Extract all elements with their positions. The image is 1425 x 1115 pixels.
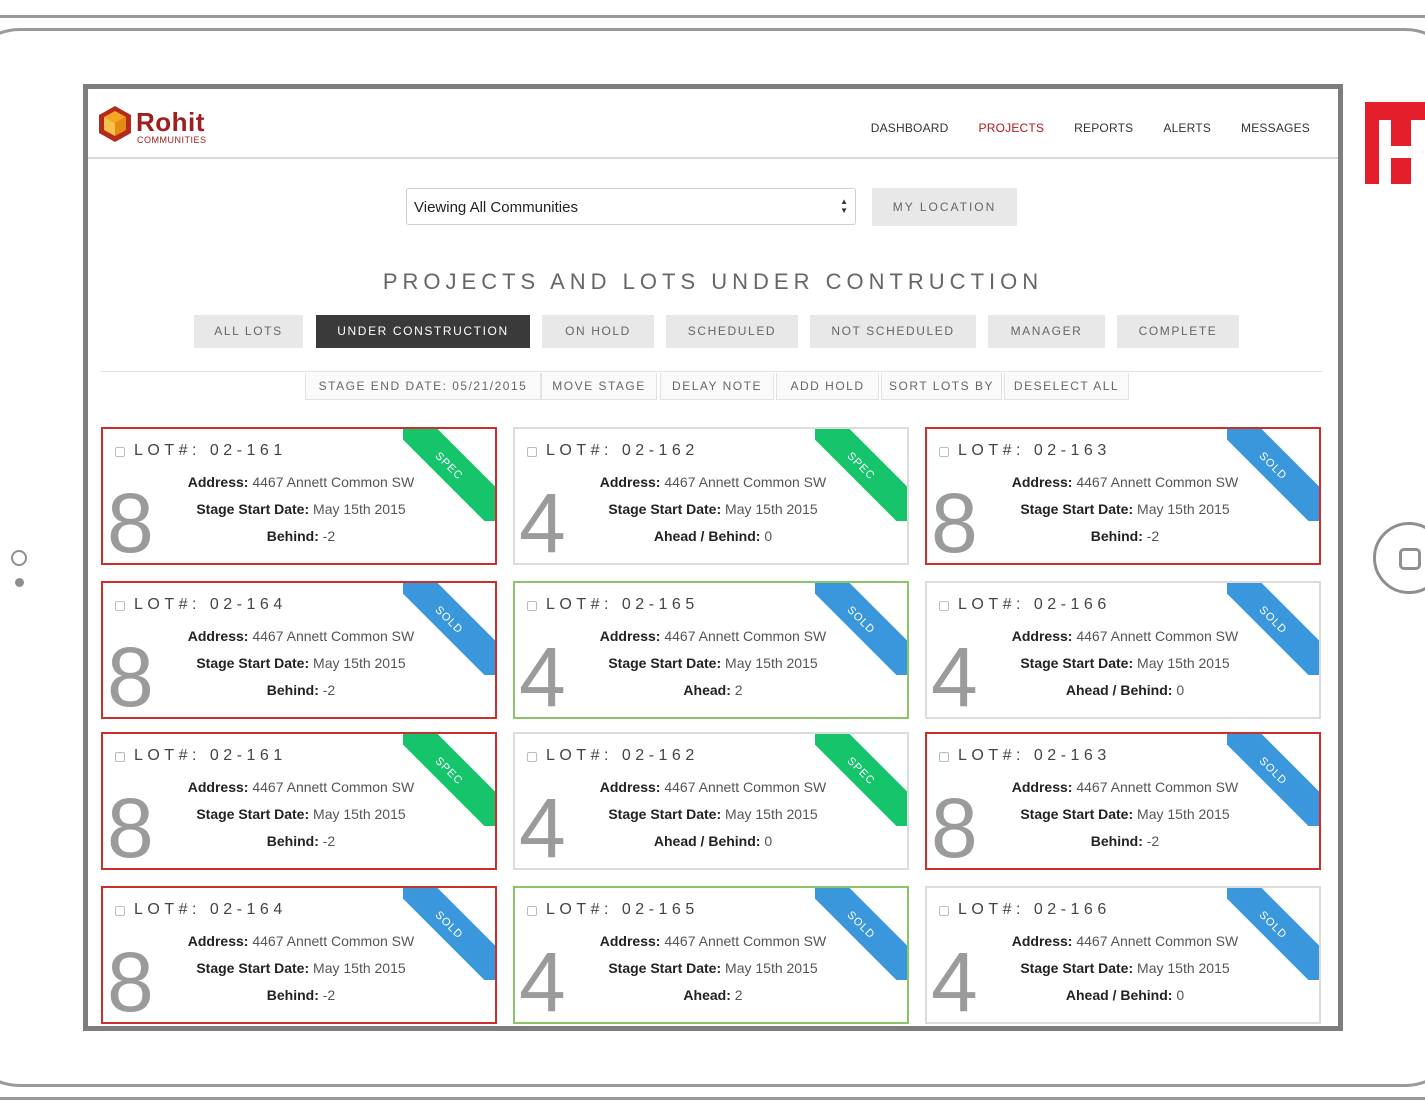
delta-value: 0: [764, 833, 773, 849]
address-label: Address:: [1011, 628, 1073, 644]
lot-stage-number: 4: [931, 630, 978, 719]
lot-stage-start: [515, 655, 909, 671]
delta-value: 2: [734, 987, 743, 1003]
brand-name: Rohit: [136, 107, 205, 137]
nav-projects[interactable]: PROJECTS: [978, 121, 1045, 135]
address-label: Address:: [1011, 474, 1073, 490]
address-label: Address:: [187, 779, 249, 795]
lot-number: LOT#: 02-161: [134, 442, 287, 459]
address-label: Address:: [187, 628, 249, 644]
lot-number: LOT#: 02-164: [134, 596, 287, 613]
section-divider: [100, 371, 1322, 372]
address-label: Address:: [599, 628, 661, 644]
stage-start-label: Stage Start Date:: [196, 501, 310, 517]
lot-address: [927, 628, 1321, 644]
address-value: 4467 Annett Common SW: [1076, 628, 1239, 644]
lot-schedule-delta: [927, 987, 1321, 1003]
lot-number: LOT#: 02-166: [958, 596, 1111, 613]
lot-schedule-delta: [515, 833, 909, 849]
address-value: 4467 Annett Common SW: [1076, 779, 1239, 795]
cube-logo-icon: [98, 105, 132, 143]
delta-label: Ahead / Behind:: [1065, 987, 1173, 1003]
address-value: 4467 Annett Common SW: [664, 628, 827, 644]
stage-start-value: May 15th 2015: [725, 655, 818, 671]
lot-address: [515, 933, 909, 949]
lot-card[interactable]: [925, 427, 1321, 565]
lot-address: [927, 779, 1321, 795]
lot-stage-number: 8: [931, 781, 978, 870]
lot-card[interactable]: [925, 732, 1321, 870]
add-hold-button[interactable]: ADD HOLD: [776, 373, 879, 400]
lot-tag-label: SOLD: [1256, 755, 1290, 788]
stage-end-date-button[interactable]: STAGE END DATE: 05/21/2015: [305, 373, 541, 400]
delta-label: Behind:: [266, 833, 319, 849]
lot-tag-label: SOLD: [432, 604, 466, 637]
camera-icon: [11, 550, 27, 566]
lot-stage-number: 8: [107, 630, 154, 719]
stage-start-label: Stage Start Date:: [608, 960, 722, 976]
move-stage-button[interactable]: MOVE STAGE: [541, 373, 657, 400]
stage-start-value: May 15th 2015: [313, 960, 406, 976]
address-label: Address:: [599, 779, 661, 795]
lot-card[interactable]: [101, 732, 497, 870]
lot-schedule-delta: [103, 528, 497, 544]
select-arrows-icon: ▲ ▼: [840, 197, 848, 215]
nav-alerts[interactable]: ALERTS: [1163, 121, 1212, 135]
address-value: 4467 Annett Common SW: [252, 933, 415, 949]
address-value: 4467 Annett Common SW: [664, 474, 827, 490]
lot-number: LOT#: 02-165: [546, 901, 699, 918]
stage-start-label: Stage Start Date:: [196, 655, 310, 671]
lot-stage-number: 8: [931, 476, 978, 565]
stage-start-value: May 15th 2015: [1137, 501, 1230, 517]
delta-value: 0: [1176, 987, 1185, 1003]
filter-on-hold[interactable]: ON HOLD: [542, 315, 654, 348]
delta-value: 0: [1176, 682, 1185, 698]
app-screen: [83, 84, 1343, 1031]
lot-number: LOT#: 02-163: [958, 442, 1111, 459]
lot-address: [103, 474, 497, 490]
delta-value: -2: [1146, 833, 1160, 849]
stage-start-value: May 15th 2015: [313, 501, 406, 517]
lot-stage-number: 8: [107, 781, 154, 870]
lot-stage-start: [515, 501, 909, 517]
delta-label: Behind:: [266, 528, 319, 544]
lot-stage-number: 4: [519, 781, 566, 870]
lot-number: LOT#: 02-162: [546, 442, 699, 459]
lot-select-checkbox[interactable]: [939, 752, 949, 762]
delta-label: Ahead / Behind:: [653, 528, 761, 544]
stage-start-label: Stage Start Date:: [1020, 960, 1134, 976]
stage-start-label: Stage Start Date:: [608, 806, 722, 822]
brand-subtitle: COMMUNITIES: [137, 135, 207, 145]
lot-tag-label: SPEC: [432, 755, 466, 788]
filter-under-construction[interactable]: UNDER CONSTRUCTION: [316, 315, 530, 348]
lot-stage-start: [927, 655, 1321, 671]
lot-address: [103, 933, 497, 949]
lot-number: LOT#: 02-165: [546, 596, 699, 613]
lot-tag-label: SOLD: [1256, 604, 1290, 637]
stage-start-value: May 15th 2015: [725, 960, 818, 976]
lot-select-checkbox[interactable]: [115, 906, 125, 916]
delta-value: -2: [322, 833, 336, 849]
lot-address: [515, 779, 909, 795]
my-location-button[interactable]: MY LOCATION: [872, 188, 1017, 226]
lot-address: [927, 933, 1321, 949]
stage-start-label: Stage Start Date:: [608, 501, 722, 517]
home-button[interactable]: [1373, 522, 1425, 594]
delta-label: Ahead / Behind:: [653, 833, 761, 849]
side-brand-logo: [1365, 102, 1425, 184]
nav-reports[interactable]: REPORTS: [1074, 121, 1134, 135]
device-frame-bottom: [0, 1097, 1425, 1100]
address-label: Address:: [187, 474, 249, 490]
stage-start-label: Stage Start Date:: [196, 960, 310, 976]
delay-note-button[interactable]: DELAY NOTE: [660, 373, 774, 400]
lot-card[interactable]: [513, 581, 909, 719]
delta-value: -2: [322, 682, 336, 698]
delta-value: -2: [322, 528, 336, 544]
top-navigation-bar: [88, 89, 1338, 159]
lot-card[interactable]: [513, 886, 909, 1024]
lot-card[interactable]: [101, 581, 497, 719]
lot-number: LOT#: 02-161: [134, 747, 287, 764]
stage-start-value: May 15th 2015: [725, 501, 818, 517]
stage-start-value: May 15th 2015: [313, 806, 406, 822]
stage-start-value: May 15th 2015: [725, 806, 818, 822]
lot-select-checkbox[interactable]: [115, 601, 125, 611]
community-select[interactable]: [406, 188, 856, 225]
lot-schedule-delta: [515, 682, 909, 698]
lot-tag-label: SOLD: [1256, 450, 1290, 483]
lot-card[interactable]: [101, 886, 497, 1024]
lot-tag-label: SPEC: [844, 450, 878, 483]
address-value: 4467 Annett Common SW: [664, 779, 827, 795]
lot-select-checkbox[interactable]: [115, 752, 125, 762]
delta-label: Behind:: [266, 682, 319, 698]
lot-select-checkbox[interactable]: [527, 906, 537, 916]
lot-stage-start: [103, 655, 497, 671]
sort-lots-button[interactable]: SORT LOTS BY: [881, 373, 1002, 400]
lot-card[interactable]: [925, 886, 1321, 1024]
address-value: 4467 Annett Common SW: [252, 474, 415, 490]
lot-address: [515, 628, 909, 644]
delta-label: Ahead:: [683, 682, 731, 698]
lot-schedule-delta: [927, 528, 1321, 544]
lot-select-checkbox[interactable]: [527, 601, 537, 611]
lot-schedule-delta: [103, 833, 497, 849]
lot-stage-start: [103, 501, 497, 517]
lot-tag-label: SPEC: [432, 450, 466, 483]
lot-stage-start: [927, 501, 1321, 517]
delta-label: Behind:: [1090, 528, 1143, 544]
lot-select-checkbox[interactable]: [939, 447, 949, 457]
lot-stage-start: [103, 960, 497, 976]
lot-select-checkbox[interactable]: [527, 752, 537, 762]
stage-start-value: May 15th 2015: [1137, 806, 1230, 822]
address-label: Address:: [599, 933, 661, 949]
address-label: Address:: [1011, 933, 1073, 949]
sensor-icon: [15, 578, 24, 587]
lot-select-checkbox[interactable]: [115, 447, 125, 457]
delta-value: 0: [764, 528, 773, 544]
lot-number: LOT#: 02-164: [134, 901, 287, 918]
lot-schedule-delta: [103, 682, 497, 698]
lot-stage-number: 8: [107, 476, 154, 565]
lot-number: LOT#: 02-166: [958, 901, 1111, 918]
stage-start-value: May 15th 2015: [313, 655, 406, 671]
lot-stage-number: 4: [519, 630, 566, 719]
lot-tag-label: SOLD: [844, 909, 878, 942]
address-value: 4467 Annett Common SW: [664, 933, 827, 949]
lot-schedule-delta: [927, 833, 1321, 849]
community-select-value: Viewing All Communities: [414, 199, 578, 216]
lot-address: [103, 779, 497, 795]
address-value: 4467 Annett Common SW: [252, 628, 415, 644]
lot-select-checkbox[interactable]: [939, 906, 949, 916]
filter-manager[interactable]: MANAGER: [988, 315, 1105, 348]
lot-card[interactable]: [101, 427, 497, 565]
lot-stage-number: 4: [519, 935, 566, 1024]
lot-card[interactable]: [925, 581, 1321, 719]
brand-logo[interactable]: [98, 105, 238, 149]
device-frame-top: [0, 15, 1425, 18]
lot-tag-label: SOLD: [432, 909, 466, 942]
lot-tag-label: SOLD: [1256, 909, 1290, 942]
delta-label: Behind:: [1090, 833, 1143, 849]
lot-stage-number: 4: [519, 476, 566, 565]
nav-messages[interactable]: MESSAGES: [1241, 121, 1310, 135]
stage-start-value: May 15th 2015: [1137, 960, 1230, 976]
stage-start-label: Stage Start Date:: [1020, 806, 1134, 822]
delta-value: -2: [322, 987, 336, 1003]
lot-address: [515, 474, 909, 490]
delta-value: 2: [734, 682, 743, 698]
lot-schedule-delta: [515, 987, 909, 1003]
delta-value: -2: [1146, 528, 1160, 544]
filter-scheduled[interactable]: SCHEDULED: [666, 315, 798, 348]
lot-address: [927, 474, 1321, 490]
lot-card[interactable]: [513, 732, 909, 870]
nav-dashboard[interactable]: DASHBOARD: [870, 121, 949, 135]
main-nav: [871, 121, 1310, 135]
stage-start-value: May 15th 2015: [1137, 655, 1230, 671]
lot-select-checkbox[interactable]: [939, 601, 949, 611]
address-label: Address:: [1011, 779, 1073, 795]
lot-stage-number: 8: [107, 935, 154, 1024]
home-square-icon: [1399, 548, 1421, 570]
address-label: Address:: [187, 933, 249, 949]
lot-tag-label: SOLD: [844, 604, 878, 637]
stage-start-label: Stage Start Date:: [1020, 501, 1134, 517]
lot-stage-number: 4: [931, 935, 978, 1024]
delta-label: Ahead:: [683, 987, 731, 1003]
stage-start-label: Stage Start Date:: [608, 655, 722, 671]
delta-label: Behind:: [266, 987, 319, 1003]
lot-stage-start: [103, 806, 497, 822]
filter-not-scheduled[interactable]: NOT SCHEDULED: [810, 315, 976, 348]
lot-schedule-delta: [103, 987, 497, 1003]
lot-select-checkbox[interactable]: [527, 447, 537, 457]
deselect-all-button[interactable]: DESELECT ALL: [1004, 373, 1129, 400]
stage-start-label: Stage Start Date:: [1020, 655, 1134, 671]
delta-label: Ahead / Behind:: [1065, 682, 1173, 698]
address-value: 4467 Annett Common SW: [252, 779, 415, 795]
page-title: PROJECTS AND LOTS UNDER CONTRUCTION: [382, 269, 1044, 294]
lot-schedule-delta: [927, 682, 1321, 698]
lot-stage-start: [515, 806, 909, 822]
lot-tag-label: SPEC: [844, 755, 878, 788]
lot-number: LOT#: 02-163: [958, 747, 1111, 764]
lot-stage-start: [927, 960, 1321, 976]
stage-start-label: Stage Start Date:: [196, 806, 310, 822]
lot-stage-start: [927, 806, 1321, 822]
lot-card[interactable]: [513, 427, 909, 565]
address-value: 4467 Annett Common SW: [1076, 474, 1239, 490]
lot-number: LOT#: 02-162: [546, 747, 699, 764]
lot-schedule-delta: [515, 528, 909, 544]
lot-address: [103, 628, 497, 644]
filter-all-lots[interactable]: ALL LOTS: [194, 315, 303, 348]
address-label: Address:: [599, 474, 661, 490]
address-value: 4467 Annett Common SW: [1076, 933, 1239, 949]
lot-stage-start: [515, 960, 909, 976]
filter-complete[interactable]: COMPLETE: [1117, 315, 1239, 348]
